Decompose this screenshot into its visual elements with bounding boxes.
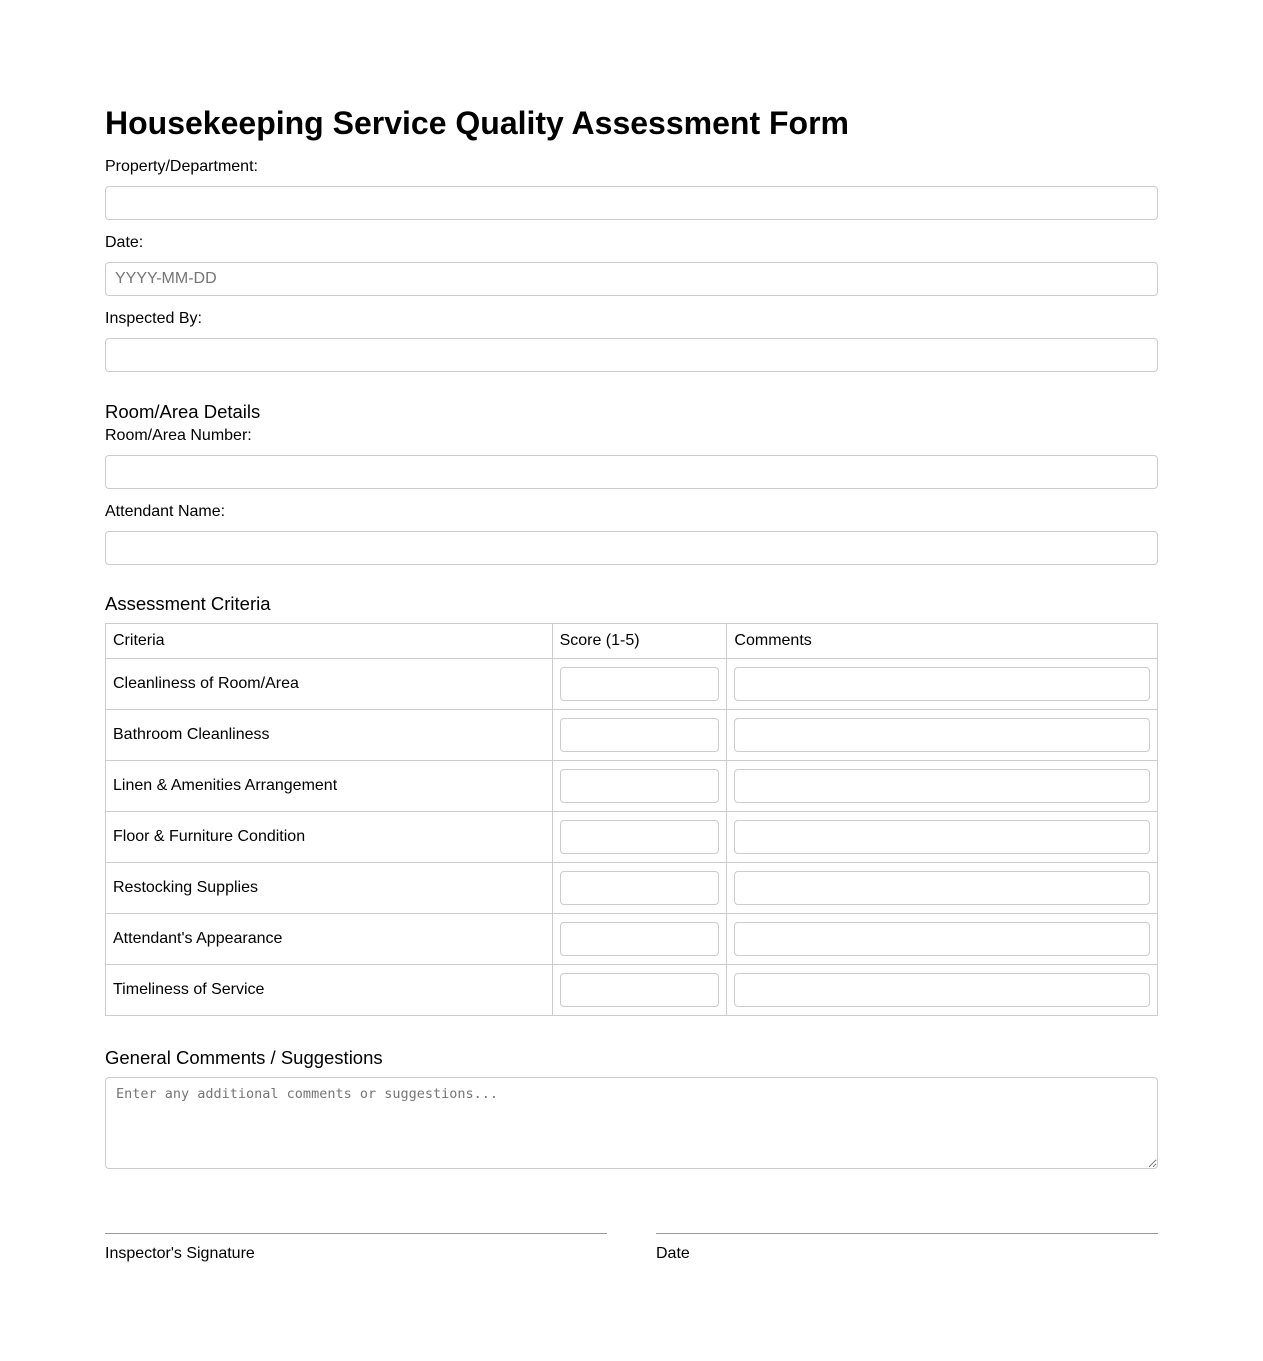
property-department-label: Property/Department: (105, 158, 258, 175)
comments-cell (727, 914, 1158, 965)
table-row (106, 812, 1158, 863)
inspected-by-input[interactable] (105, 338, 1158, 372)
comments-cell (727, 965, 1158, 1016)
inspector-signature-block (105, 1233, 607, 1264)
score-cell (552, 812, 727, 863)
comments-input[interactable] (734, 667, 1150, 701)
table-row (106, 761, 1158, 812)
comments-cell (727, 863, 1158, 914)
column-header-criteria: Criteria (106, 624, 553, 659)
score-cell (552, 914, 727, 965)
criteria-cell: Bathroom Cleanliness (106, 710, 553, 761)
comments-cell (727, 761, 1158, 812)
comments-input[interactable] (734, 922, 1150, 956)
table-row (106, 710, 1158, 761)
score-cell (552, 710, 727, 761)
criteria-cell: Restocking Supplies (106, 863, 553, 914)
column-header-score: Score (1-5) (552, 624, 727, 659)
date-label: Date: (105, 234, 144, 251)
signature-date-line (656, 1233, 1158, 1234)
score-input[interactable] (560, 973, 720, 1007)
attendant-name-label: Attendant Name: (105, 503, 226, 520)
comments-cell (727, 812, 1158, 863)
attendant-name-input[interactable] (105, 531, 1158, 565)
score-input[interactable] (560, 820, 720, 854)
criteria-cell: Timeliness of Service (106, 965, 553, 1016)
inspector-signature-label: Inspector's Signature (105, 1245, 255, 1262)
general-comments-heading: General Comments / Suggestions (105, 1047, 383, 1068)
score-input[interactable] (560, 667, 720, 701)
inspector-signature-line (105, 1233, 607, 1234)
assessment-criteria-heading: Assessment Criteria (105, 593, 271, 614)
column-header-comments: Comments (727, 624, 1158, 659)
signature-date-label: Date (656, 1245, 690, 1262)
comments-input[interactable] (734, 718, 1150, 752)
score-cell (552, 659, 727, 710)
inspected-by-label: Inspected By: (105, 310, 202, 327)
criteria-cell: Cleanliness of Room/Area (106, 659, 553, 710)
property-department-input[interactable] (105, 186, 1158, 220)
room-area-details-heading: Room/Area Details (105, 401, 261, 422)
comments-input[interactable] (734, 820, 1150, 854)
comments-cell (727, 659, 1158, 710)
date-input[interactable] (105, 262, 1158, 296)
criteria-cell: Attendant's Appearance (106, 914, 553, 965)
comments-cell (727, 710, 1158, 761)
score-input[interactable] (560, 871, 720, 905)
score-input[interactable] (560, 922, 720, 956)
assessment-table (105, 623, 1158, 1016)
table-header-row (106, 624, 1158, 659)
table-row (106, 659, 1158, 710)
table-row (106, 914, 1158, 965)
assessment-form (105, 100, 1158, 1264)
comments-input[interactable] (734, 973, 1150, 1007)
room-area-number-input[interactable] (105, 455, 1158, 489)
table-row (106, 863, 1158, 914)
general-comments-textarea[interactable] (105, 1077, 1158, 1169)
score-input[interactable] (560, 769, 720, 803)
score-cell (552, 761, 727, 812)
criteria-cell: Floor & Furniture Condition (106, 812, 553, 863)
page-title: Housekeeping Service Quality Assessment Form (105, 105, 849, 141)
score-cell (552, 863, 727, 914)
signature-section (105, 1233, 1158, 1264)
comments-input[interactable] (734, 871, 1150, 905)
table-row (106, 965, 1158, 1016)
criteria-cell: Linen & Amenities Arrangement (106, 761, 553, 812)
score-cell (552, 965, 727, 1016)
score-input[interactable] (560, 718, 720, 752)
room-area-number-label: Room/Area Number: (105, 427, 252, 444)
comments-input[interactable] (734, 769, 1150, 803)
signature-date-block (656, 1233, 1158, 1264)
